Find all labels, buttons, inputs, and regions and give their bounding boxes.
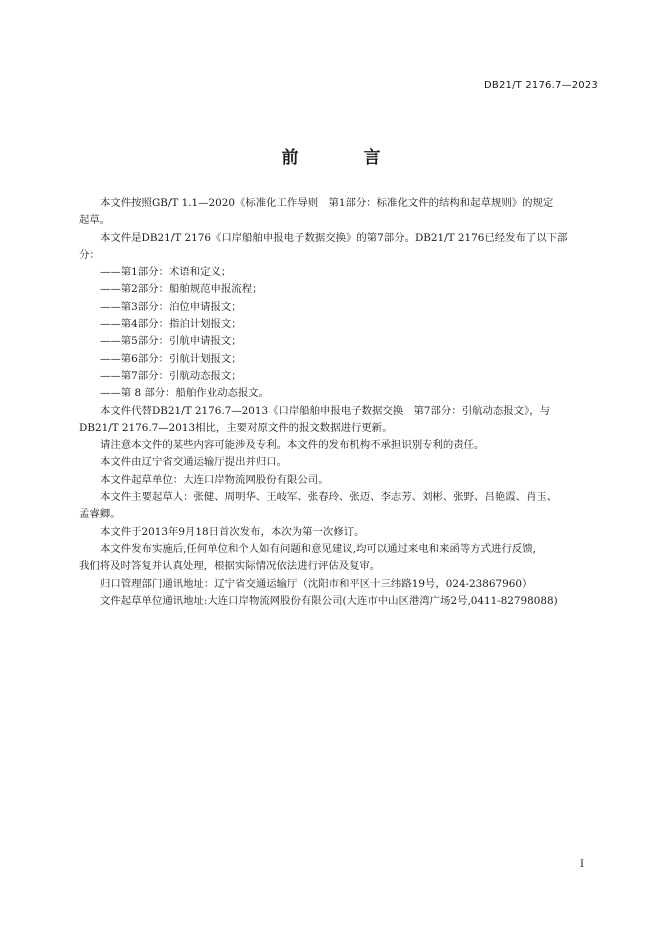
paragraph-line: 本文件由辽宁省交通运输厅提出并归口。 (100, 456, 288, 469)
paragraph-line: 本文件发布实施后,任何单位和个人如有问题和意见建议,均可以通过来电和来函等方式进行反馈, (100, 542, 536, 555)
foreword-body (79, 195, 599, 610)
list-item: ——第6部分：引航计划报文； (100, 352, 242, 365)
paragraph-line: 文件起草单位通讯地址:大连口岸物流网股份有限公司(大连市中山区港湾广场2号,0411-82798088) (100, 594, 558, 607)
paragraph-line: 孟睿卿。 (79, 508, 121, 521)
paragraph-line: 本文件起草单位：大连口岸物流网股份有限公司。 (100, 473, 329, 486)
page-title: 前 言 (281, 148, 405, 168)
paragraph-line: 起草。 (79, 214, 111, 227)
paragraph-line: 本文件于2013年9月18日首次发布，本次为第一次修订。 (100, 525, 365, 538)
list-item: ——第 8 部分：船舶作业动态报文。 (100, 387, 270, 400)
page-number: I (580, 859, 584, 870)
paragraph-line: 本文件按照GB/T 1.1—2020《标准化工作导则 第1部分：标准化文件的结构和起草规则》的规定 (100, 197, 554, 209)
list-item: ——第7部分：引航动态报文； (100, 369, 242, 382)
paragraph-line: 本文件代替DB21/T 2176.7—2013《口岸船舶申报电子数据交换 第7部分：引航动态报文》，与 (100, 404, 551, 417)
list-item: ——第4部分：指泊计划报文； (100, 318, 242, 331)
paragraph-line: 归口管理部门通讯地址：辽宁省交通运输厅（沈阳市和平区十三纬路19号，024-23867960） (100, 577, 533, 590)
list-item: ——第5部分：引航申请报文； (100, 335, 242, 348)
document-code: DB21/T 2176.7—2023 (484, 80, 598, 91)
list-item: ——第1部分：术语和定义； (100, 266, 232, 279)
list-item: ——第3部分：泊位申请报文； (100, 300, 242, 313)
paragraph-line: 分： (79, 248, 100, 261)
paragraph-line: DB21/T 2176.7—2013相比，主要对原文件的报文数据进行更新。 (79, 421, 393, 434)
paragraph-line: 请注意本文件的某些内容可能涉及专利。本文件的发布机构不承担识别专利的责任。 (100, 439, 485, 452)
paragraph-line: 我们将及时答复并认真处理，根据实际情况依法进行评估及复审。 (79, 560, 381, 573)
paragraph-line: 本文件是DB21/T 2176《口岸船舶申报电子数据交换》的第7部分。DB21/T 2176已经发布了以下部 (100, 231, 568, 244)
list-item: ——第2部分：船舶规范申报流程； (100, 283, 263, 296)
paragraph-line: 本文件主要起草人：张健、周明华、王岐军、张春玲、张迈、李志芳、刘彬、张野、吕艳霞、肖玉、 (100, 491, 558, 504)
